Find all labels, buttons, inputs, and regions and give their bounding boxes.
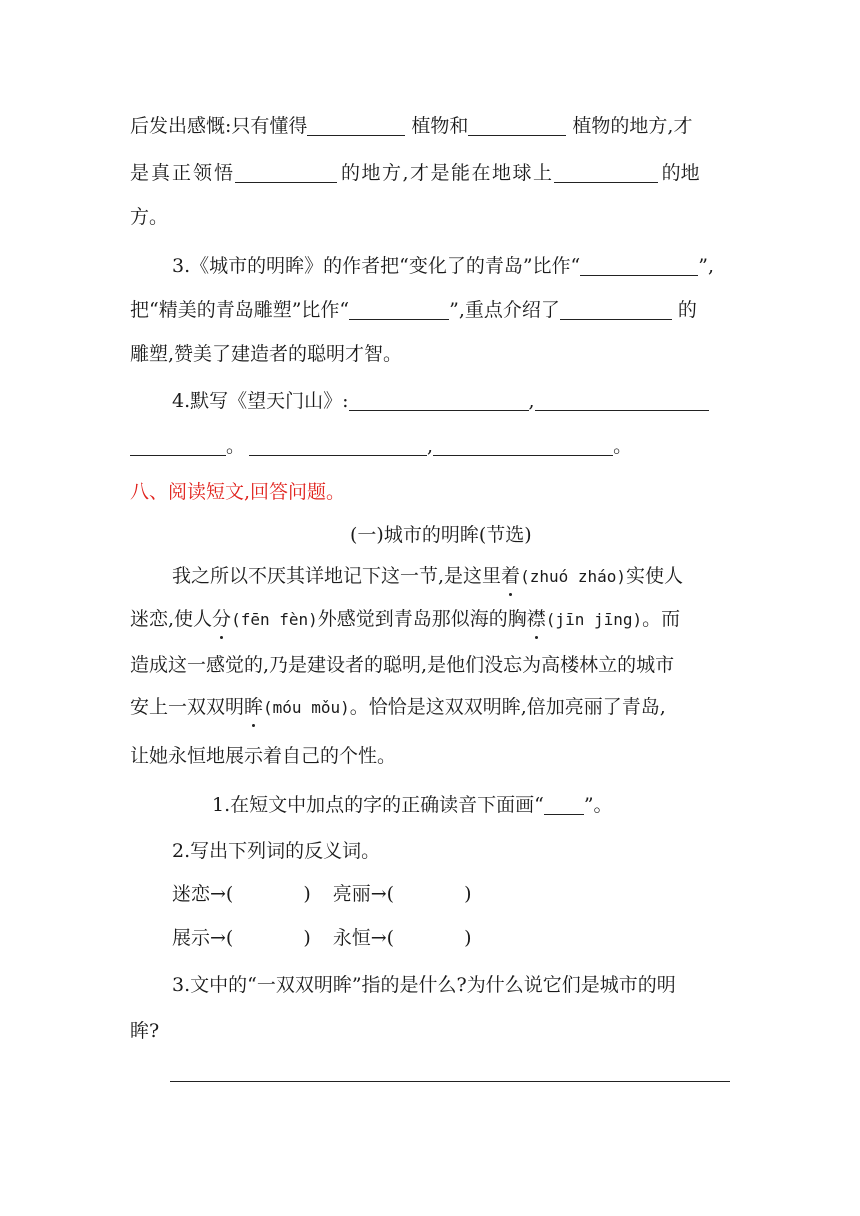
q3-text-d: ”,重点介绍了 [449,299,560,321]
passage-title: (一)城市的明眸(节选) [350,524,532,546]
passage-text: 。恰恰是这双双明眸,倍加亮丽了青岛, [349,696,666,718]
question-text: 1.在短文中加点的字的正确读音下面画“ [212,794,544,816]
answer-blank[interactable] [580,255,698,276]
paren-close: ) [464,927,472,949]
q4-text-a: 4.默写《望天门山》: [172,390,349,412]
antonym-row-2 [172,925,472,951]
q3-line-2 [130,297,697,323]
paren-close: ) [303,883,311,905]
q2-text-a: 后发出感慨:只有懂得 [130,115,308,137]
reading-q2: 2.写出下列词的反义词。 [172,840,381,862]
poem-blank[interactable] [433,435,613,456]
pinyin-options: (fēn fèn) [231,610,318,629]
q3-line-1 [172,253,714,279]
poem-blank[interactable] [349,390,529,411]
passage-text: 。而 [642,608,681,630]
answer-blank[interactable] [468,115,566,136]
q2-line-1 [130,113,692,139]
section-heading: 八、阅读短文,回答问题。 [130,481,346,503]
q3-text-f: 雕塑,赞美了建造者的聪明才智。 [130,343,403,365]
paren-close: ) [303,927,311,949]
q2-line-3 [130,204,168,230]
q2-text-e: 的地方,才是能在地球上 [341,162,554,184]
answer-line[interactable] [170,1081,730,1082]
dotted-char: 眸 [244,696,264,718]
q2-text-f: 的地 [661,162,700,184]
q3-text-b: ”, [698,255,715,277]
answer-blank[interactable] [560,299,672,320]
dotted-char: 襟 [526,608,546,630]
q3-line-3 [130,341,402,367]
question-text: ”。 [583,794,613,816]
poem-blank[interactable] [535,390,709,411]
passage-text: 让她永恒地展示着自己的个性。 [130,745,397,767]
q2-line-2 [130,160,700,186]
dotted-char: 着 [501,565,521,587]
passage-line-1 [172,563,683,590]
pinyin-options: (jīn jīng) [545,610,643,629]
passage-text: 造成这一感觉的,乃是建设者的聪明,是他们没忘为高楼林立的城市 [130,654,675,676]
reading-q3-line-2: 眸? [130,1020,160,1042]
poem-blank[interactable] [249,435,427,456]
q2-text-b: 植物和 [411,115,469,137]
antonym-row-1 [172,881,472,907]
q4-period: 。 [613,435,633,457]
passage-text: 外感觉到青岛那似海的胸 [317,608,527,630]
answer-blank[interactable] [544,794,584,815]
q3-text-a: 3.《城市的明眸》的作者把“变化了的青岛”比作“ [172,255,581,277]
q4-comma: , [427,435,434,457]
passage-text: 安上一双双明 [130,696,245,718]
q2-text-c: 植物的地方,才 [572,115,693,137]
q4-line-2 [130,433,632,459]
q4-line-1 [172,388,709,414]
q2-text-g: 方。 [130,206,169,228]
q4-period: 。 [226,435,246,457]
answer-blank[interactable] [349,299,449,320]
pinyin-options: (zhuó zháo) [520,567,627,586]
passage-text: 迷恋,使人 [130,608,213,630]
answer-blank[interactable] [307,115,405,136]
antonym-word: 永恒→( [332,927,395,949]
passage-text: 实使人 [626,565,684,587]
paren-close: ) [464,883,472,905]
antonym-word: 亮丽→( [332,883,395,905]
answer-blank[interactable] [554,162,658,183]
poem-blank[interactable] [130,435,226,456]
reading-q3-line-1: 3.文中的“一双双明眸”指的是什么?为什么说它们是城市的明 [172,974,676,996]
antonym-word: 迷恋→( [172,883,234,905]
passage-line-4 [130,694,666,721]
q3-text-c: 把“精美的青岛雕塑”比作“ [130,299,350,321]
answer-blank[interactable] [235,162,337,183]
q2-text-d: 是真正领悟 [130,162,236,184]
pinyin-options: (móu mǒu) [263,698,350,717]
reading-q1 [212,792,613,818]
dotted-char: 分 [212,608,232,630]
passage-line-5 [130,743,396,769]
q3-text-e: 的 [677,299,697,321]
q4-comma: , [528,390,535,412]
passage-text: 我之所以不厌其详地记下这一节,是这里 [172,565,502,587]
passage-line-2 [130,606,680,633]
antonym-word: 展示→( [172,927,234,949]
passage-line-3 [130,652,674,678]
